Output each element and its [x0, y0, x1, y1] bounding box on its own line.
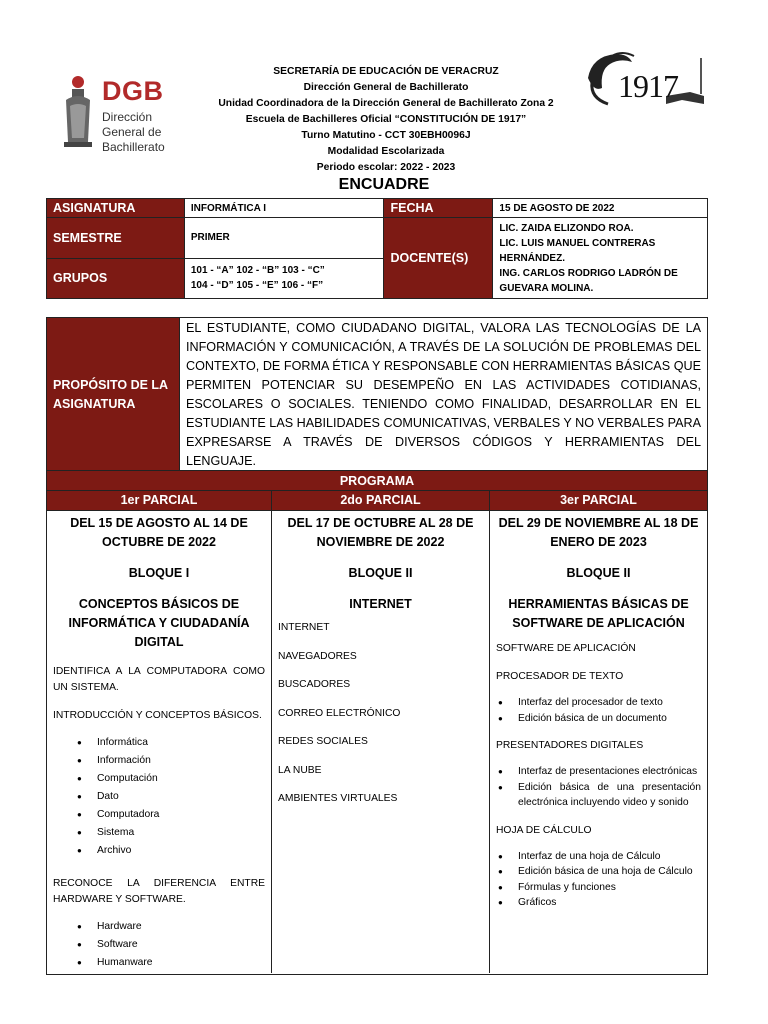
list-item: ● Edición básica de un documento: [496, 711, 701, 727]
header-line: Dirección General de Bachillerato: [303, 82, 469, 93]
block-title: BLOQUE II: [566, 566, 631, 580]
list-item: INTERNET: [278, 622, 330, 633]
grupos-line: 101 - “A” 102 - “B” 103 - “C”: [190, 265, 325, 277]
docentes-value: [493, 218, 708, 299]
purpose-text: EL ESTUDIANTE, COMO CIUDADANO DIGITAL, VALORA LAS TECNOLOGÍAS DE LA INFORMACIÓN Y COMUNICACIÓN, A TRAVÉS DE LA SOLUCIÓN DE PROBLEMAS DEL CONTEXTO, DE FORMA ÉTICA Y RESPONSABLE CON HERRAMIENTAS BÁSICAS QUE PERMITEN POTENCIAR SU DESEMPEÑO EN LAS ACTIVIDADES COTIDIANAS, ESCOLARES O SOCIALES. TENIENDO COMO FINALIDAD, DESARROLLAR EN EL ESTUDIANTE LAS HABILIDADES COMUNICATIVAS, VERBALES Y NO VERBALES PARA EXPRESARSE A TRAVÉS DE DIVERSOS CÓDIGOS Y HERRAMIENTAS DEL LENGUAJE.: [180, 318, 708, 473]
topic-title: CONCEPTOS BÁSICOS DE INFORMÁTICA Y CIUDADANÍA DIGITAL: [68, 597, 250, 649]
block-title: BLOQUE II: [348, 566, 413, 580]
page-title: ENCUADRE: [338, 176, 430, 193]
list-item: ● Archivo: [53, 842, 265, 860]
topic-title: INTERNET: [349, 597, 412, 611]
header-line: Unidad Coordinadora de la Dirección General de Bachillerato Zona 2: [218, 98, 554, 109]
grupos-line: 104 - “D” 105 - “E” 106 - “F”: [190, 280, 324, 292]
list-item: ● Software: [53, 936, 265, 954]
parcial-1-header: 1er PARCIAL: [47, 491, 272, 510]
program-headers: [47, 491, 707, 511]
grupos-value: [184, 258, 384, 299]
list-item: ● Edición básica de una presentación electrónica incluyendo video y sonido: [496, 780, 701, 811]
docente-name: LIC. ZAIDA ELIZONDO ROA.: [499, 223, 634, 234]
header-line: Escuela de Bachilleres Oficial “CONSTITUCIÓN DE 1917”: [245, 114, 527, 125]
list-item: REDES SOCIALES: [278, 736, 368, 747]
list-item: ● Informática: [53, 734, 265, 752]
dgb-acronym: DGB: [102, 76, 164, 106]
list-item: ● Interfaz de presentaciones electrónicas: [496, 764, 701, 780]
presentations-list: [496, 764, 701, 811]
parcial-dates: DEL 29 DE NOVIEMBRE AL 18 DE ENERO DE 2023: [498, 516, 699, 549]
text-processor-list: [496, 695, 701, 726]
semestre-value: PRIMER: [184, 218, 384, 259]
header-line: Turno Matutino - CCT 30EBH0096J: [301, 130, 471, 141]
block-title: BLOQUE I: [128, 566, 190, 580]
fecha-label: FECHA: [384, 199, 493, 218]
list-item: BUSCADORES: [278, 679, 351, 690]
paragraph: IDENTIFICA A LA COMPUTADORA COMO UN SISTEMA.: [53, 666, 265, 693]
list-item: ● Información: [53, 752, 265, 770]
list-item: ● Interfaz de una hoja de Cálculo: [496, 849, 701, 865]
section-title: PROCESADOR DE TEXTO: [496, 671, 624, 682]
parcial-1-column: [47, 511, 272, 973]
dgb-emblem-icon: [58, 72, 98, 150]
list-item: ● Humanware: [53, 954, 265, 972]
hardware-list: [53, 918, 265, 972]
concepts-list: [53, 734, 265, 860]
list-item: ● Computadora: [53, 806, 265, 824]
school-1917-logo: [582, 48, 710, 110]
list-item: LA NUBE: [278, 764, 322, 776]
list-item: ● Computación: [53, 770, 265, 788]
list-item: ● Hardware: [53, 918, 265, 936]
program-columns: [47, 511, 707, 973]
list-item: ● Gráficos: [496, 895, 701, 911]
list-item: ● Sistema: [53, 824, 265, 842]
parcial-2-header: 2do PARCIAL: [272, 491, 490, 510]
topic-title: HERRAMIENTAS BÁSICAS DE SOFTWARE DE APLICACIÓN: [508, 597, 689, 630]
header-line: Modalidad Escolarizada: [327, 146, 445, 157]
purpose-table: [46, 317, 708, 473]
section-title: PRESENTADORES DIGITALES: [496, 740, 644, 751]
section-title: SOFTWARE DE APLICACIÓN: [496, 643, 636, 654]
section-title: HOJA DE CÁLCULO: [496, 824, 592, 836]
parcial-3-column: [490, 511, 707, 973]
dgb-logo: [58, 72, 193, 154]
logo-year-text: 1917: [618, 68, 678, 104]
program-title: PROGRAMA: [47, 471, 707, 491]
institution-header: [190, 64, 582, 176]
course-info-table: [46, 198, 708, 299]
docente-name: LIC. LUIS MANUEL CONTRERAS HERNÁNDEZ.: [499, 238, 656, 264]
parcial-dates: DEL 17 DE OCTUBRE AL 28 DE NOVIEMBRE DE 2022: [287, 516, 474, 549]
list-item: ● Edición básica de una hoja de Cálculo: [496, 864, 701, 880]
list-item: AMBIENTES VIRTUALES: [278, 793, 398, 804]
docente-label: DOCENTE(S): [384, 218, 493, 299]
list-item: ● Fórmulas y funciones: [496, 880, 701, 896]
parcial-dates: DEL 15 DE AGOSTO AL 14 DE OCTUBRE DE 2022: [70, 516, 248, 549]
parcial-3-header: 3er PARCIAL: [490, 491, 707, 510]
parcial-2-column: [272, 511, 490, 973]
paragraph: RECONOCE LA DIFERENCIA ENTRE HARDWARE Y SOFTWARE.: [53, 878, 265, 905]
asignatura-value: INFORMÁTICA I: [184, 199, 384, 218]
program-table: [46, 470, 708, 975]
spreadsheet-list: [496, 849, 701, 911]
dgb-subtitle: Dirección General de Bachillerato: [102, 110, 165, 154]
list-item: ● Interfaz del procesador de texto: [496, 695, 701, 711]
list-item: NAVEGADORES: [278, 650, 357, 662]
header-line: Periodo escolar: 2022 - 2023: [316, 162, 456, 173]
purpose-label: PROPÓSITO DE LA ASIGNATURA: [47, 318, 180, 473]
docente-name: ING. CARLOS RODRIGO LADRÓN DE GUEVARA MOLINA.: [499, 268, 678, 294]
fecha-value: 15 DE AGOSTO DE 2022: [493, 199, 708, 218]
list-item: ● Dato: [53, 788, 265, 806]
asignatura-label: ASIGNATURA: [47, 199, 185, 218]
semestre-label: SEMESTRE: [47, 218, 185, 259]
header-line: SECRETARÍA DE EDUCACIÓN DE VERACRUZ: [273, 66, 499, 77]
paragraph: INTRODUCCIÓN Y CONCEPTOS BÁSICOS.: [53, 710, 262, 721]
list-item: CORREO ELECTRÓNICO: [278, 707, 401, 719]
grupos-label: GRUPOS: [47, 258, 185, 299]
